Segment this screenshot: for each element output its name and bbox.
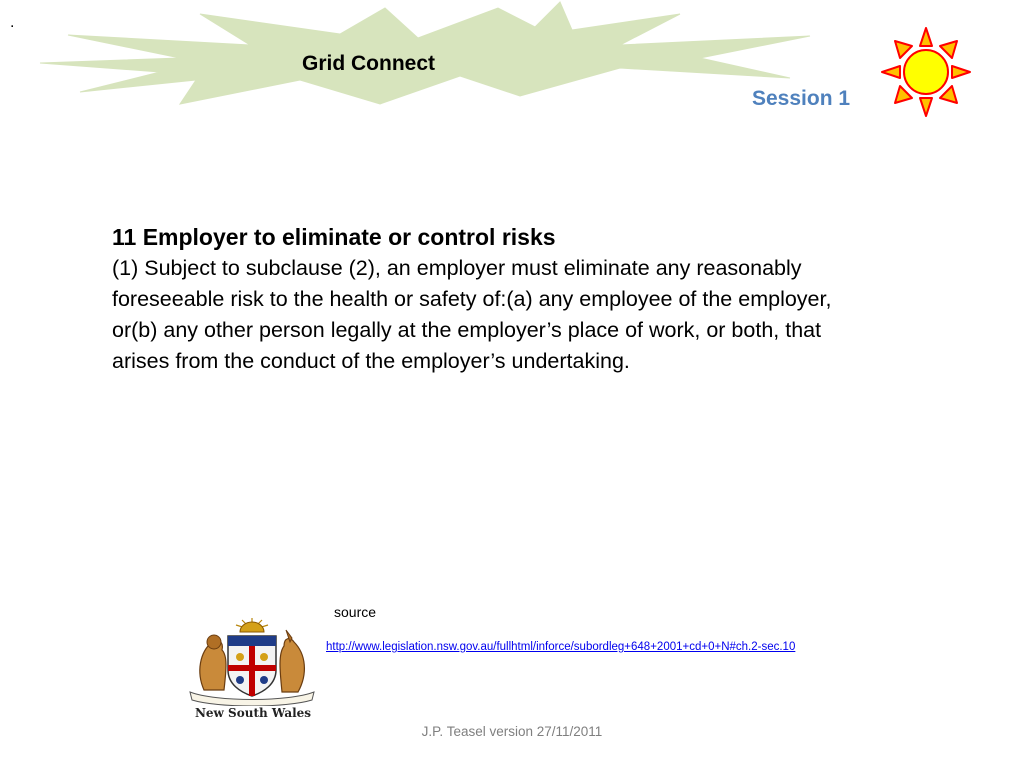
slide-dot: . (10, 14, 15, 31)
banner-title: Grid Connect (302, 52, 436, 75)
crest-caption: New South Wales (194, 706, 312, 720)
regulation-body: (1) Subject to subclause (2), an employer must eliminate any reasonably foreseeable risk to the health or safety of:(a) any employee of the employer, or(b) any other person legally at the employer’s place of work, or both, that arises from the conduct of the employer’s undertaking. (112, 256, 832, 373)
session-label: Session 1 (752, 87, 851, 110)
footer-version: J.P. Teasel version 27/11/2011 (421, 724, 603, 739)
source-link[interactable]: http://www.legislation.nsw.gov.au/fullhtml/inforce/subordleg+648+2001+cd+0+N#ch.2-sec.10 (326, 641, 796, 653)
sun-icon (876, 22, 976, 122)
nsw-coat-of-arms-icon (186, 612, 318, 706)
regulation-heading: 11 Employer to eliminate or control risks (112, 224, 556, 250)
source-label: source (334, 604, 377, 620)
regulation-text (112, 222, 842, 377)
